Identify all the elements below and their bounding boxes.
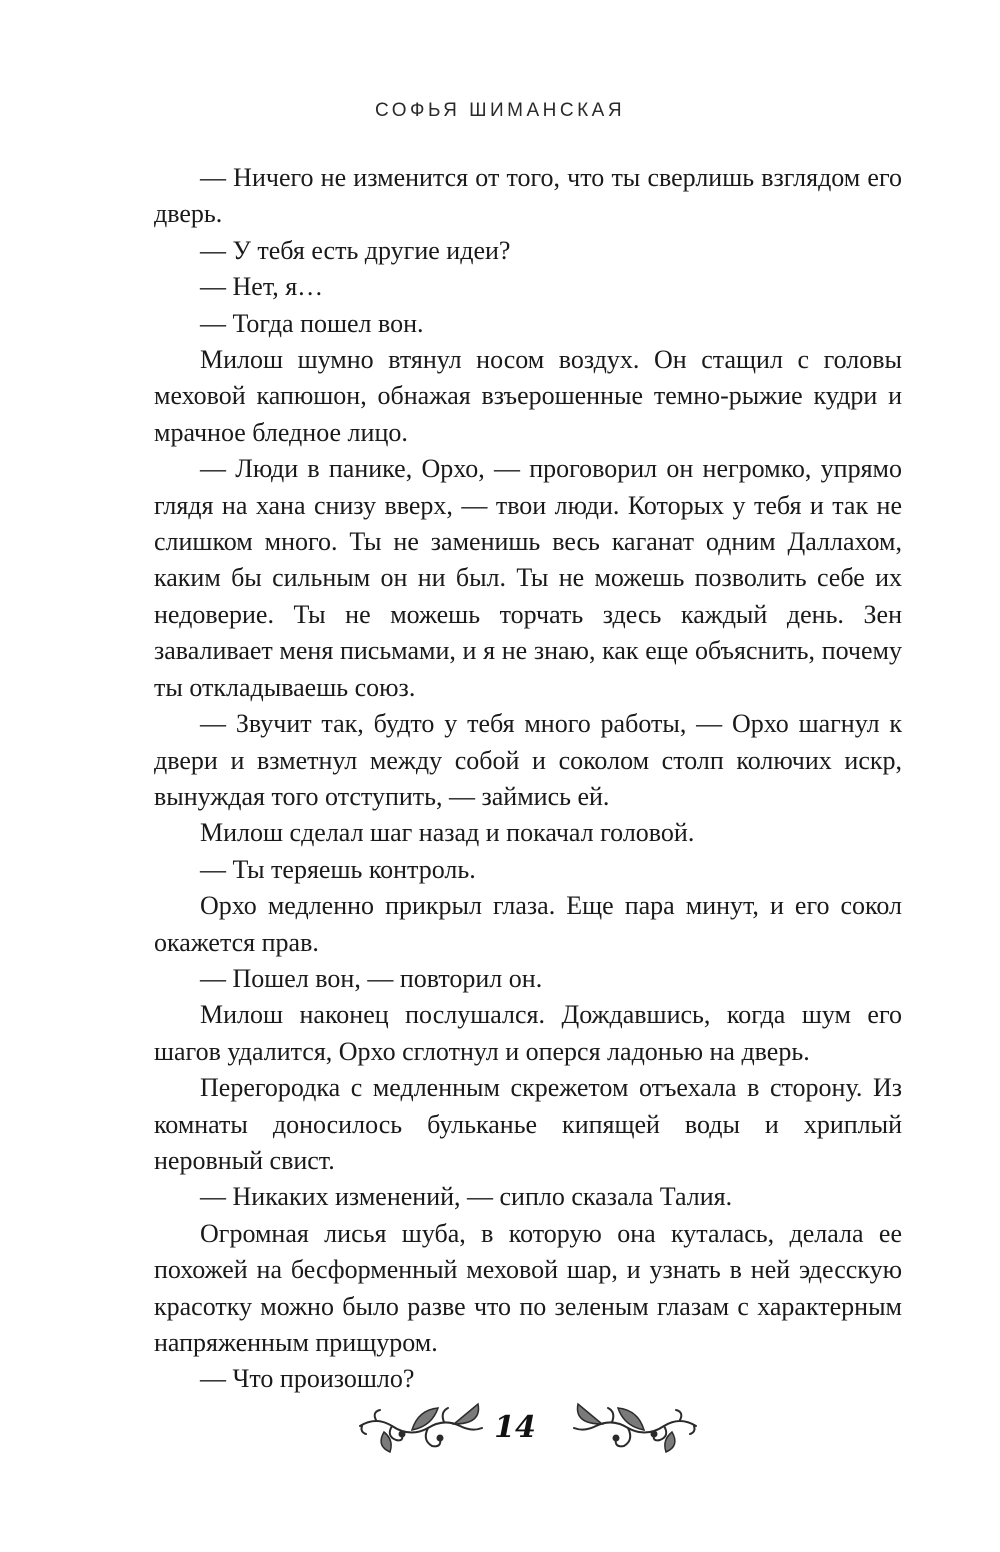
running-header-author: СОФЬЯ ШИМАНСКАЯ <box>374 100 626 121</box>
paragraph: Милош шумно втянул носом воздух. Он стащил с головы меховой капюшон, обнажая взъерошенные темно-рыжие кудри и мрачное бледное лицо. <box>154 345 902 447</box>
paragraph: Перегородка с медленным скрежетом отъехала в сторону. Из комнаты доносилось бульканье кипящей воды и хриплый неровный свист. <box>154 1073 902 1175</box>
paragraph: — Нет, я… <box>200 272 324 302</box>
paragraph: — Тогда пошел вон. <box>200 308 424 338</box>
paragraph: — Ты теряешь контроль. <box>200 854 476 884</box>
vine-ornament-left-icon <box>356 1402 496 1462</box>
paragraph: Милош сделал шаг назад и покачал головой. <box>200 818 695 848</box>
paragraph: — Люди в панике, Орхо, — проговорил он негромко, упрямо глядя на хана снизу вверх, — твои люди. Которых у тебя и так не слишком много. Ты не заменишь весь каганат одним Даллахом, каким бы сильным он ни был. Ты не можешь позволить себе их недоверие. Ты не можешь торчать здесь каждый день. Зен заваливает меня письмами, и я не знаю, как еще объяснить, почему ты откладываешь союз. <box>154 454 902 702</box>
paragraph: — Пошел вон, — повторил он. <box>200 963 543 993</box>
paragraph: — У тебя есть другие идеи? <box>200 235 511 265</box>
paragraph: — Звучит так, будто у тебя много работы, — Орхо шагнул к двери и взметнул между собой и соколом столп колючих искр, вынуждая того отступить, — займись ей. <box>154 709 902 811</box>
paragraph: Милош наконец послушался. Дождавшись, когда шум его шагов удалится, Орхо сглотнул и оперся ладонью на дверь. <box>154 1000 902 1066</box>
paragraph: — Ничего не изменится от того, что ты сверлишь взглядом его дверь. <box>154 163 902 229</box>
paragraph: Орхо медленно прикрыл глаза. Еще пара минут, и его сокол окажется прав. <box>154 891 902 957</box>
paragraph: Огромная лисья шуба, в которую она куталась, делала ее похожей на бесформенный меховой шар, и узнать в ней эдесскую красотку можно было разве что по зеленым глазам с характерным напряженным прищуром. <box>154 1218 902 1357</box>
page-number: 14 <box>494 1410 536 1445</box>
paragraph: — Никаких изменений, — сипло сказала Талия. <box>200 1182 733 1212</box>
body-text <box>154 160 902 1398</box>
page-footer <box>0 1402 1000 1472</box>
vine-ornament-right-icon <box>560 1402 700 1462</box>
paragraph: — Что произошло? <box>200 1364 415 1394</box>
